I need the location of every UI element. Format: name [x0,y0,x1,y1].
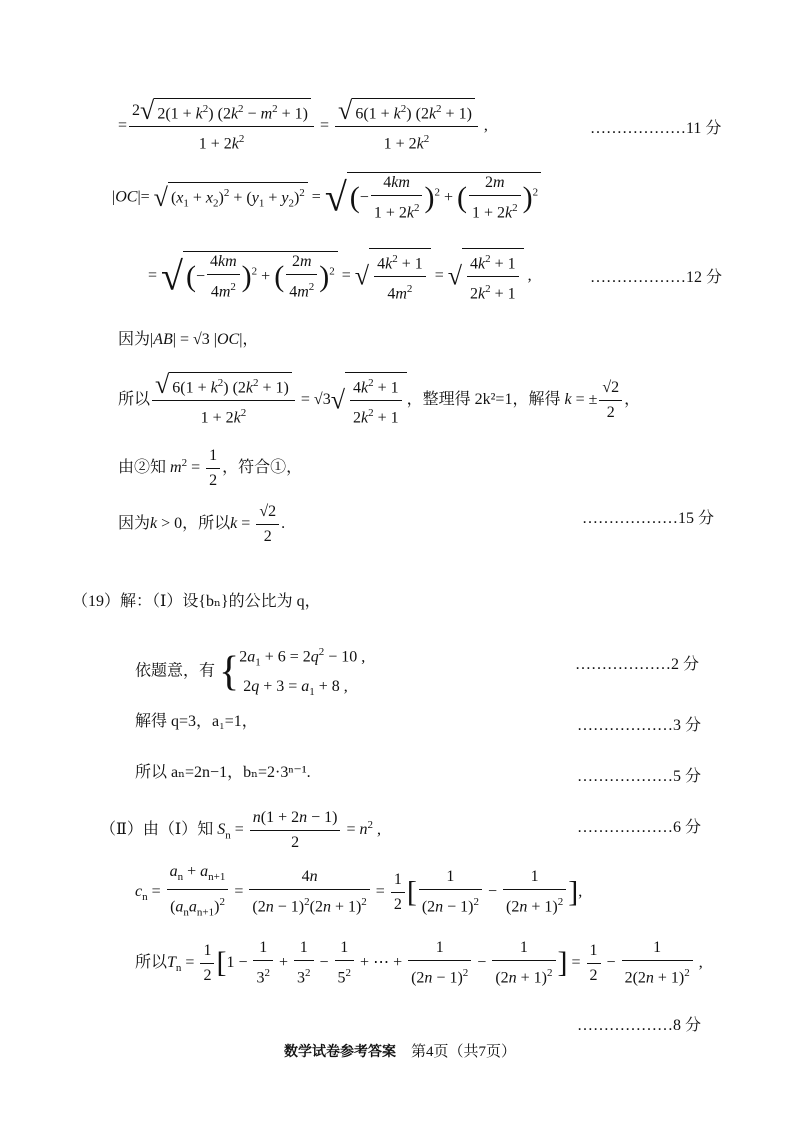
page-footer [0,1040,800,1061]
from-2-label: 由②知 [118,459,167,477]
footer-page: 第4页（共7页） [410,1044,516,1060]
so-an-line: 所以 aₙ=2n−1，bₙ=2·3ⁿ⁻¹. [135,764,311,781]
score-3: ………………3 分 [577,717,702,734]
score-15: ………………15 分 [582,510,715,527]
so-t-label: 所以 [135,953,168,971]
score-12: ………………12 分 [590,269,723,286]
score-2: ………………2 分 [575,656,700,673]
because-ab-line: 因为|AB| = √3 |OC|， [118,331,259,348]
cn-line: $c_n$ = $\frac{a_n + a_{n+1}}{(a_na_{n+1})^2}$ = $\frac{4n}{(2n - 1)^2(2n + 1)^2}$ = $\frac{1}{2}$ [ $\frac{1}{(2n - 1)^2}$ − $\frac{1}{(2n + 1)^2}$ ], [135,863,583,919]
solve-line: 解得 q=3，a₁=1， [135,713,258,730]
score-5: ………………5 分 [577,768,702,785]
part2-label: （Ⅱ）由（Ⅰ）知 [100,821,214,839]
part2-line: （Ⅱ）由（Ⅰ）知 $S_n$ = $\frac{n(1 + 2n - 1)}{2}$ = $n^2$ , [100,809,381,851]
q19-heading: （19）解：（Ⅰ）设{bₙ}的公比为 q， [72,593,321,610]
fits-text: ，符合①， [222,459,303,477]
so-equation-line: 所以 $\frac{√ 6(1 + k^2) (2k^2 + 1)}{1 + 2k^2}$ = √3√ $\frac{4k^2 + 1}{2k^2 + 1}$ ，整理得 2k²=1，解得 k = ± $\frac{√2}{2}$ ， [118,370,641,427]
from-2-line: 由②知 $m^2$ = $\frac{1}{2}$ ，符合①， [118,447,303,489]
equation-line-1: = $\frac{2√ 2(1 + k^2) (2k^2 - m^2 + 1)}{1 + 2k^2}$ = $\frac{√ 6(1 + k^2) (2k^2 + 1)}{1 + 2k^2}$ , [118,96,488,153]
score-11: ………………11 分 [590,120,722,137]
footer-subject: 数学试卷参考答案 [283,1044,396,1060]
system-line: 依题意，有 {$2a_1 + 6 = 2q^2 - 10$ , $2q + 3 = a_1 + 8$ , [135,646,366,698]
because-ab-label: 因为 [118,331,151,348]
by-title-label: 依题意，有 [135,662,216,680]
because-k-label: 因为 [118,515,151,533]
tn-line: 所以$T_n$ = $\frac{1}{2}$ [1 − $\frac{1}{3^2}$ + $\frac{1}{3^2}$ − $\frac{1}{5^2}$ + ⋯ + $\frac{1}{(2n - 1)^2}$ − $\frac{1}{(2n + 1)^2}$ ] = $\frac{1}{2}$ − $\frac{1}{2(2n + 1)^2}$ , [135,939,703,987]
equation-line-oc: |OC|= √ $(x_1 + x_2)^2 + (y_1 + y_2)^2$ = √ (− $\frac{4km}{1 + 2k^2}$ )$^2$ + ( $\frac{2m}{1 + 2k^2}$ )$^2$ [112,172,541,223]
simplify-text: ，整理得 2k²=1，解得 [406,391,561,408]
equation-line-3: = √ (− $\frac{4km}{4m^2}$ )$^2$ + ( $\frac{2m}{4m^2}$ )$^2$ = √ $\frac{4k^2 + 1}{4m^2}$ = √ $\frac{4k^2 + 1}{2k^2 + 1}$ , [148,248,532,305]
so-k-label: ，所以 [182,515,231,533]
because-k-line: 因为k > 0，所以k = $\frac{√2}{2}$ . [118,503,286,545]
score-6: ………………6 分 [577,819,702,836]
score-8: ………………8 分 [577,1017,702,1034]
so-label-1: 所以 [118,391,151,408]
